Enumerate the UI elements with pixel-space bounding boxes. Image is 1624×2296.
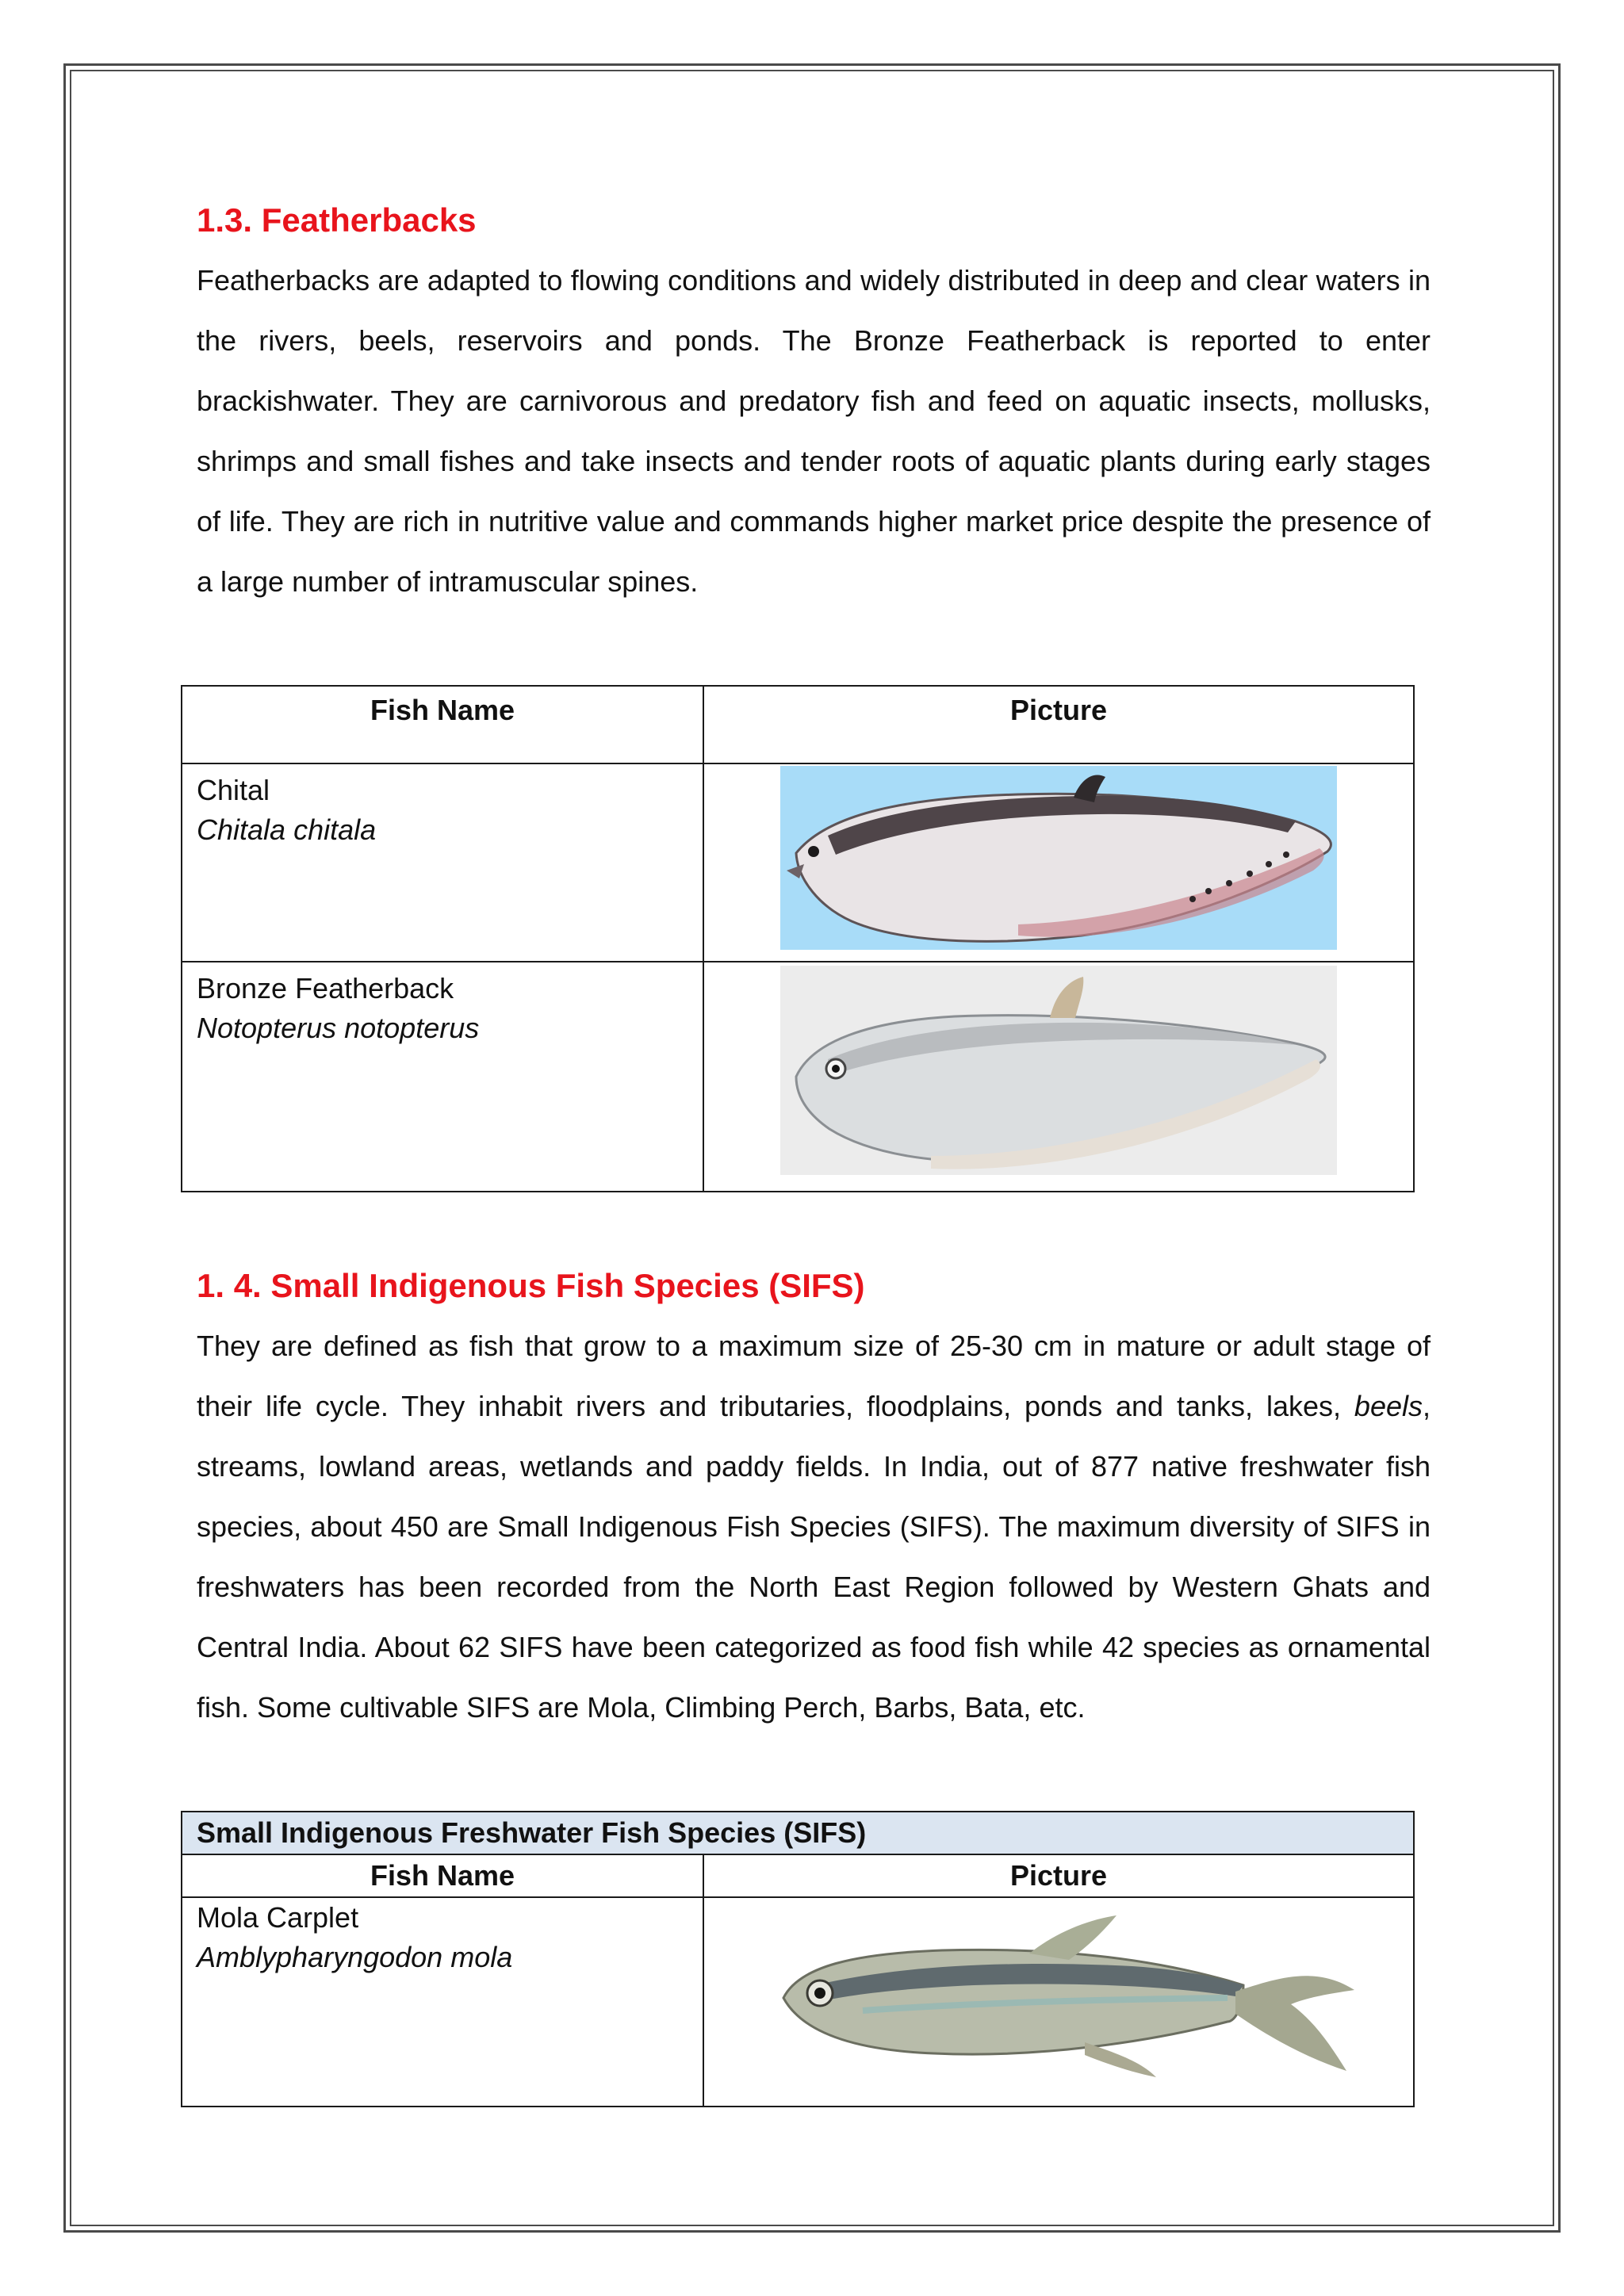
common-name: Chital [197, 774, 270, 806]
sifs-table [181, 1811, 1415, 2107]
table-row [182, 1897, 1414, 2107]
scientific-name: Chitala chitala [197, 813, 377, 846]
picture-cell [703, 1897, 1414, 2107]
picture-cell [703, 962, 1414, 1192]
mola-pupil [814, 1988, 825, 1999]
fish-name-cell [182, 763, 703, 962]
table-header-fish-name: Fish Name [182, 686, 703, 763]
mola-carplet-photo [768, 1903, 1354, 2093]
scientific-name: Amblypharyngodon mola [197, 1941, 513, 1973]
table-row [182, 962, 1414, 1192]
fish-name-cell [182, 1897, 703, 2107]
mola-anal-fin [1085, 2042, 1156, 2077]
mola-tail-fin [1235, 1976, 1354, 2071]
chital-eye [808, 846, 819, 857]
mola-dorsal-fin [1029, 1915, 1116, 1960]
page-content [197, 190, 1431, 612]
table-header-picture: Picture [703, 686, 1414, 763]
common-name: Mola Carplet [197, 1901, 359, 1934]
sifs-content [197, 1256, 1431, 1738]
table-header-fish-name: Fish Name [182, 1854, 703, 1897]
sifs-paragraph-part1: They are defined as fish that grow to a maximum size of 25-30 cm in mature or adult stage of their life cycle. They inhabit rivers and tributaries, floodplains, ponds and tanks, lakes, [197, 1330, 1431, 1422]
scientific-name: Notopterus notopterus [197, 1012, 480, 1044]
sifs-paragraph [197, 1316, 1431, 1738]
chital-fish-photo [780, 766, 1337, 950]
sifs-heading: 1. 4. Small Indigenous Fish Species (SIFS) [197, 1267, 865, 1304]
fish-name-cell [182, 962, 703, 1192]
picture-cell [703, 763, 1414, 962]
table-header-picture: Picture [703, 1854, 1414, 1897]
featherbacks-table [181, 685, 1415, 1192]
table-row [182, 763, 1414, 962]
sifs-paragraph-part2: , streams, lowland areas, wetlands and paddy fields. In India, out of 877 native freshwater fish species, about 450 are Small Indigenous Fish Species (SIFS). The maximum diversity of SIFS in freshwaters has been recorded from the North East Region followed by Western Ghats and Central India. About 62 SIFS have been categorized as food fish while 42 species as ornamental fish. Some cultivable SIFS are Mola, Climbing Perch, Barbs, Bata, etc. [197, 1390, 1431, 1724]
bronze-pupil [832, 1065, 840, 1073]
sifs-paragraph-italic: beels [1354, 1390, 1423, 1422]
sifs-table-caption: Small Indigenous Freshwater Fish Species (SIFS) [182, 1812, 1414, 1854]
bronze-featherback-photo [780, 966, 1337, 1175]
common-name: Bronze Featherback [197, 972, 454, 1004]
featherbacks-paragraph: Featherbacks are adapted to flowing conditions and widely distributed in deep and clear waters in the rivers, beels, reservoirs and ponds. The Bronze Featherback is reported to enter brackishwater. They are carnivorous and predatory fish and feed on aquatic insects, mollusks, shrimps and small fishes and take insects and tender roots of aquatic plants during early stages of life. They are rich in nutritive value and commands higher market price despite the presence of a large number of intramuscular spines. [197, 264, 1431, 598]
featherbacks-heading: 1.3. Featherbacks [197, 201, 477, 239]
